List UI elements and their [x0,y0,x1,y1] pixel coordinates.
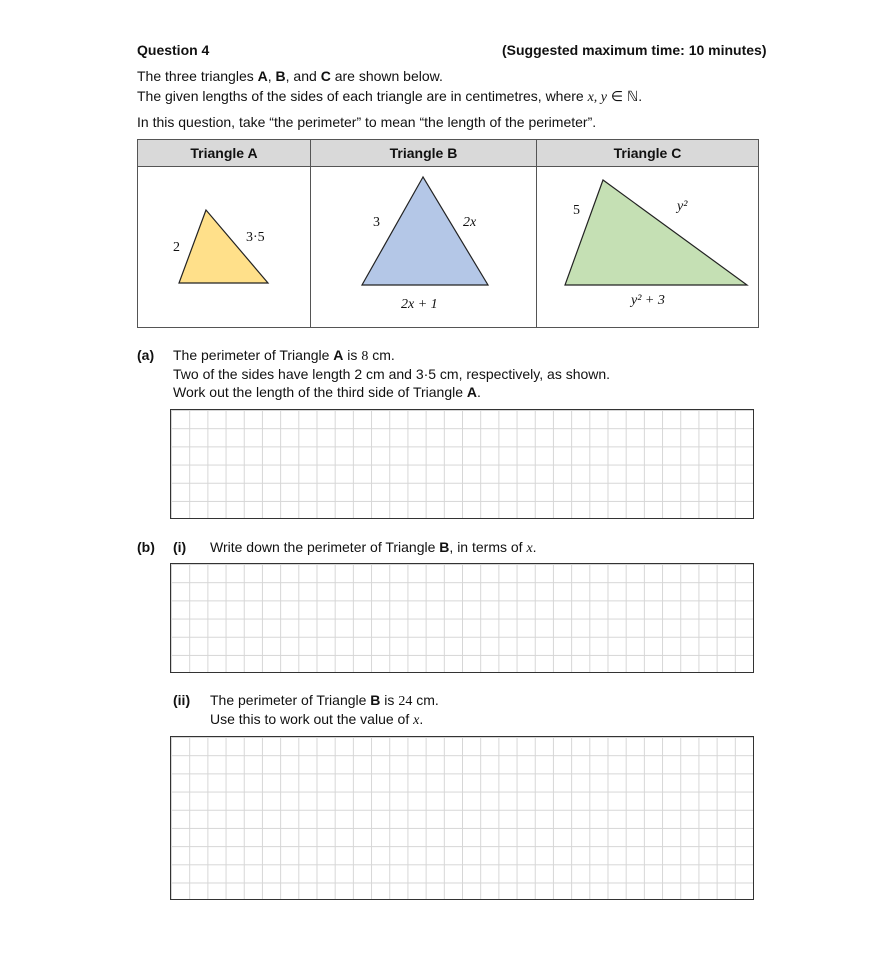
part-b-text: cm. [412,692,439,708]
part-a-label: (a) [137,347,155,363]
cell-triangle-b [311,167,537,328]
label-a: A [257,68,268,84]
triangle-b-bottom-side: 2x + 1 [401,297,438,312]
intro-text: , and [285,68,321,84]
part-b-ii-line-1 [210,692,439,710]
intro-line-2 [137,88,642,106]
part-b-text: Write down the perimeter of Triangle [210,539,440,555]
part-b-text: , in terms of [449,539,527,555]
cell-triangle-c [537,167,759,328]
perimeter-value: 24 [398,694,413,709]
part-b-text: is [380,692,399,708]
intro-line-3: In this question, take “the perimeter” to mean “the length of the perimeter”. [137,114,597,130]
header-triangle-c: Triangle C [537,140,759,167]
header-triangle-b: Triangle B [311,140,537,167]
part-a-text: Work out the length of the third side of Triangle [173,384,467,400]
part-a-text: cm. [368,347,395,363]
part-b-i-label: (i) [173,539,187,555]
triangle-a-shape [179,210,268,283]
label-a: A [466,384,478,400]
part-b-ii-line-2 [210,711,423,729]
intro-text: ∈ ℕ. [607,88,643,104]
part-b-text: . [532,539,537,555]
answer-grid-b-ii[interactable] [170,736,754,900]
label-b: B [439,539,450,555]
label-a: A [333,347,344,363]
triangle-c-shape [565,180,747,285]
triangle-a-left-side: 2 [173,240,180,255]
intro-line-1 [137,68,443,84]
part-b-label: (b) [137,539,155,555]
answer-grid-a[interactable] [170,409,754,519]
triangle-c-left-side: 5 [573,203,580,218]
label-c: C [320,68,331,84]
part-b-ii-label: (ii) [173,692,191,708]
math-x: x [413,713,420,728]
triangles-table [137,139,759,328]
part-a-text: . [477,384,481,400]
math-xy: x, y [587,90,608,105]
intro-text: The three triangles [137,68,258,84]
part-b-i-text [210,539,537,557]
part-a-line-2: Two of the sides have length 2 cm and 3·5 cm, respectively, as shown. [173,366,611,382]
part-a-line-3 [173,384,481,400]
triangle-a-figure [138,167,310,324]
suggested-time: (Suggested maximum time: 10 minutes) [502,42,767,58]
triangle-b-right-side: 2x [463,215,477,230]
part-a-text: The perimeter of Triangle [173,347,334,363]
intro-text: , [267,68,276,84]
header-triangle-a: Triangle A [138,140,311,167]
triangle-c-bottom-side: y² + 3 [631,293,665,308]
perimeter-value: 8 [361,349,369,364]
triangle-b-shape [362,177,488,285]
intro-text: are shown below. [330,68,443,84]
label-b: B [275,68,286,84]
part-a-text: is [343,347,362,363]
part-b-text: The perimeter of Triangle [210,692,371,708]
label-b: B [370,692,381,708]
intro-text: The given lengths of the sides of each triangle are in centimetres, where [137,88,588,104]
math-x: x [526,541,533,556]
answer-grid-b-i[interactable] [170,563,754,673]
part-b-text: Use this to work out the value of [210,711,414,727]
part-a-line-1 [173,347,395,365]
triangle-b-left-side: 3 [373,215,380,230]
triangle-c-right-side: y² [677,199,688,214]
cell-triangle-a [138,167,311,328]
question-title: Question 4 [137,42,210,58]
part-b-text: . [419,711,424,727]
triangle-a-right-side: 3·5 [246,230,265,245]
